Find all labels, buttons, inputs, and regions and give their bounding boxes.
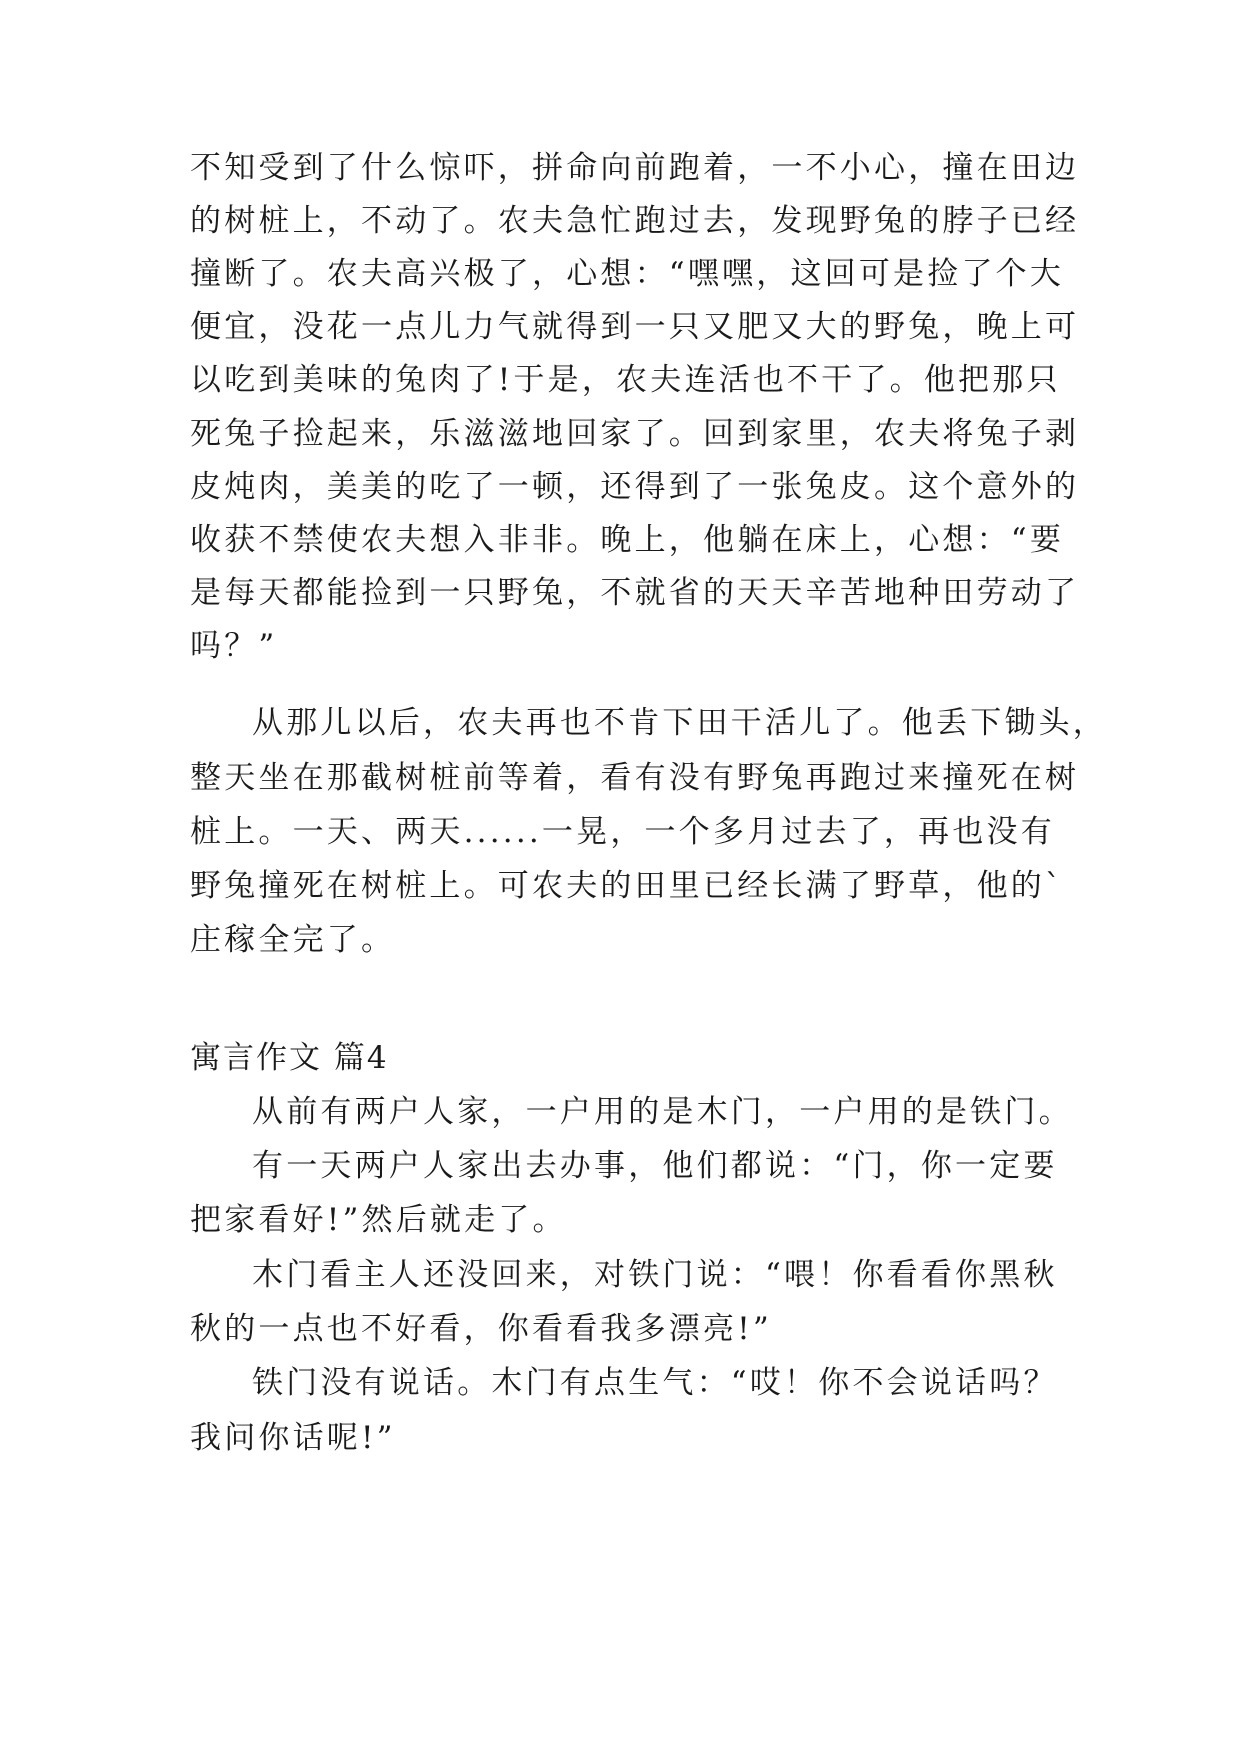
text-line: 撞断了。农夫高兴极了，心想：“嘿嘿，这回可是捡了个大 — [190, 256, 1065, 292]
text-line: 以吃到美味的兔肉了!于是，农夫连活也不干了。他把那只 — [190, 362, 1061, 398]
text-line: 的树桩上，不动了。农夫急忙跑过去，发现野兔的脖子已经 — [190, 203, 1080, 239]
text-line: 是每天都能捡到一只野兔，不就省的天天辛苦地种田劳动了 — [190, 575, 1080, 611]
text-line: 庄稼全完了。 — [190, 922, 396, 958]
text-line: 吗？” — [190, 628, 278, 664]
text-line: 不知受到了什么惊吓，拼命向前跑着，一不小心，撞在田边 — [190, 150, 1080, 186]
text-line: 铁门没有说话。木门有点生气：“哎！你不会说话吗？ — [252, 1365, 1058, 1401]
text-line: 秋的一点也不好看，你看看我多漂亮!” — [190, 1311, 772, 1347]
text-line: 便宜，没花一点儿力气就得到一只又肥又大的野兔，晚上可 — [190, 309, 1080, 345]
text-line: 有一天两户人家出去办事，他们都说：“门，你一定要 — [252, 1148, 1058, 1184]
text-line: 把家看好!”然后就走了。 — [190, 1202, 567, 1238]
text-line: 野兔撞死在树桩上。可农夫的田里已经长满了野草，他的` — [190, 868, 1064, 904]
text-line: 收获不禁使农夫想入非非。晚上，他躺在床上，心想：“要 — [190, 522, 1065, 558]
text-line: 木门看主人还没回来，对铁门说：“喂！你看看你黑秋 — [252, 1257, 1058, 1293]
text-line: 皮炖肉，美美的吃了一顿，还得到了一张兔皮。这个意外的 — [190, 469, 1080, 505]
text-line: 我问你话呢!” — [190, 1420, 396, 1456]
text-line: 从前有两户人家，一户用的是木门，一户用的是铁门。 — [252, 1094, 1073, 1130]
text-line: 死兔子捡起来，乐滋滋地回家了。回到家里，农夫将兔子剥 — [190, 416, 1080, 452]
text-line: 整天坐在那截树桩前等着，看有没有野兔再跑过来撞死在树 — [190, 760, 1080, 796]
section-heading: 寓言作文 篇4 — [190, 1040, 389, 1076]
text-line: 从那儿以后，农夫再也不肯下田干活儿了。他丢下锄头， — [252, 705, 1107, 741]
text-line: 桩上。一天、两天......一晃，一个多月过去了，再也没有 — [190, 814, 1055, 850]
